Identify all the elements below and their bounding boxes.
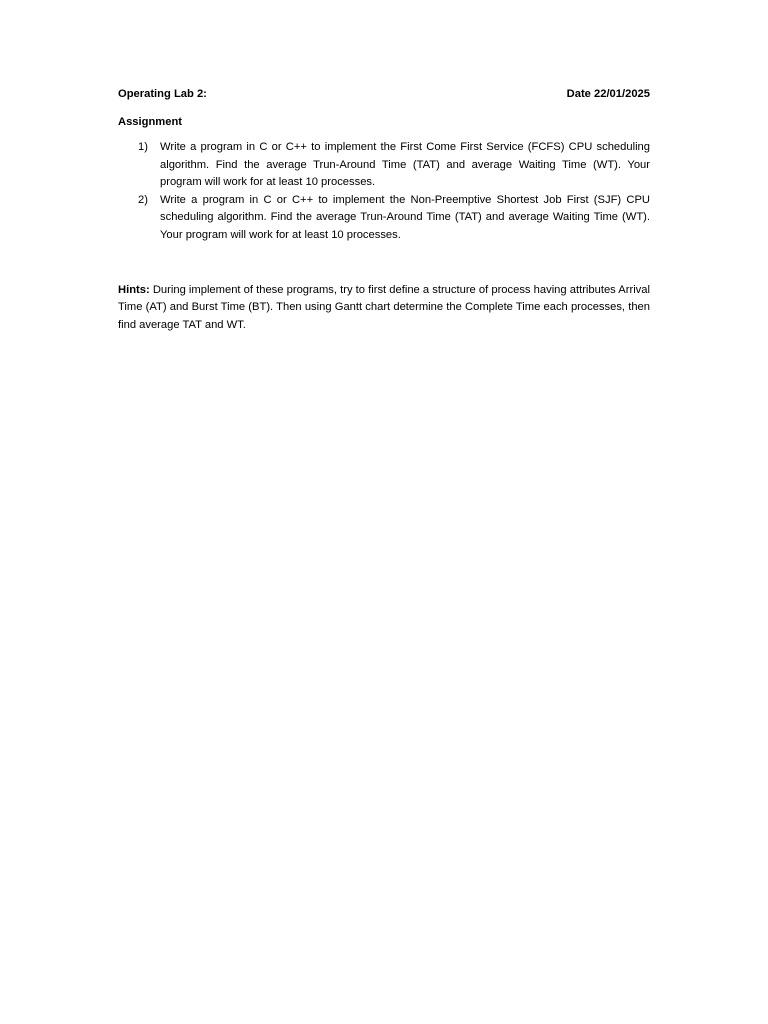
assignment-heading: Assignment — [118, 116, 183, 128]
hints-paragraph — [118, 282, 650, 335]
list-item-number: 2) — [138, 193, 148, 206]
hints-text: During implement of these programs, try to first define a structure of process having attributes Arrival Time (AT) and Burst Time (BT). Then using Gantt chart determine the Complete Time each processes, then find average TAT and WT. — [118, 283, 650, 331]
list-item — [118, 192, 650, 245]
document-header — [118, 86, 650, 104]
document-title: Operating Lab 2: — [118, 88, 207, 100]
list-item-text: Write a program in C or C++ to implement the First Come First Service (FCFS) CPU scheduling algorithm. Find the average Trun-Around Time (TAT) and average Waiting Time (WT). Your program will work for at least 10 processes. — [160, 141, 650, 189]
document-content — [118, 86, 650, 346]
assignment-list — [118, 139, 650, 245]
list-item-text: Write a program in C or C++ to implement the Non-Preemptive Shortest Job First (SJF) CPU scheduling algorithm. Find the average Trun-Around Time (TAT) and average Waiting Time (WT). Your program will work for at least 10 processes. — [160, 193, 650, 241]
document-date: Date 22/01/2025 — [566, 88, 650, 100]
list-item-number: 1) — [138, 141, 148, 153]
hints-label: Hints: — [118, 283, 150, 296]
list-item — [118, 139, 650, 192]
